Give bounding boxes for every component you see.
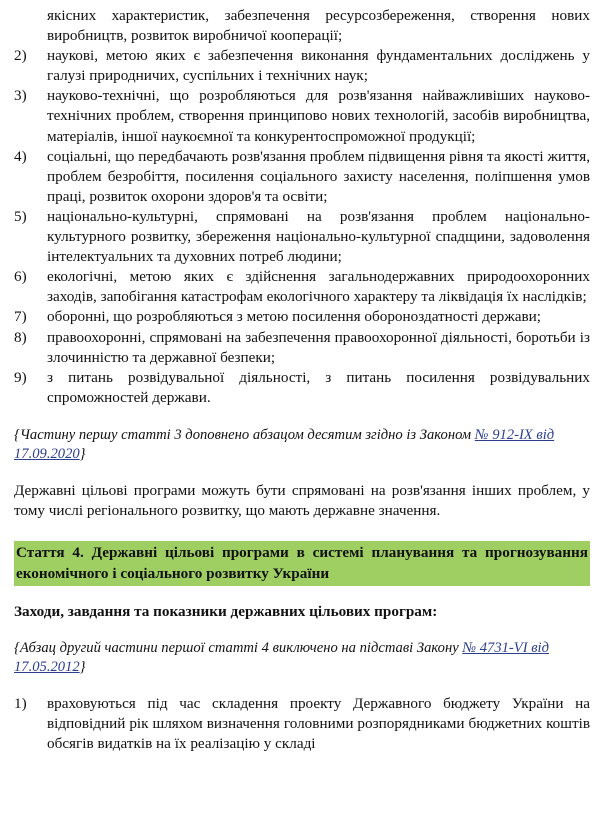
spacer	[14, 678, 590, 694]
list-item	[14, 368, 590, 408]
spacer	[14, 586, 590, 602]
list-item	[14, 46, 590, 86]
editorial-note-article3	[14, 426, 590, 465]
list-item	[14, 694, 590, 754]
list-item-text: науково-технічні, що розробляються для розв'язання найважливіших науково-технічних проблем, створення принципово нових технологій, засобів виробництва, матеріалів, іншої наукоємної та конкурентоспроможної продукції;	[47, 87, 590, 145]
list-marker: 3)	[14, 87, 27, 105]
spacer	[14, 623, 590, 639]
law-reference-link[interactable]: № 912-IX від 17.09.2020	[14, 426, 555, 463]
spacer	[14, 521, 590, 541]
note-close-brace: }	[79, 659, 86, 676]
note-open-brace: {	[14, 639, 20, 656]
list-item-text: оборонні, що розробляються з метою посилення обороноздатності держави;	[47, 308, 541, 326]
list-item-text: якісних характеристик, забезпечення ресурсозбереження, створення нових виробництв, розвиток виробничої кооперації;	[47, 7, 590, 45]
spacer	[14, 408, 590, 426]
list-marker: 7)	[14, 308, 27, 326]
list-item-text: з питань розвідувальної діяльності, з питань посилення розвідувальних спроможностей держави.	[47, 368, 590, 406]
list-item-text: правоохоронні, спрямовані на забезпечення правоохоронної діяльності, боротьби із злочинністю та державної безпеки;	[47, 328, 590, 366]
list-item	[14, 207, 590, 267]
list-marker: 8)	[14, 328, 27, 346]
list-item-text: екологічні, метою яких є здійснення загальнодержавних природоохоронних заходів, запобігання катастрофам екологічного характеру та ліквідація їх наслідків;	[47, 268, 590, 306]
law-reference-link[interactable]: № 4731-VI від 17.05.2012	[14, 639, 549, 676]
note-close-brace: }	[79, 446, 86, 463]
list-item-text: враховуються під час складення проекту Державного бюджету України на відповідний рік шляхом визначення головними розпорядниками бюджетних коштів обсягів видатків на їх реалізацію у складі	[47, 694, 590, 752]
paragraph-after-note: Державні цільові програми можуть бути спрямовані на розв'язання інших проблем, у тому числі регіонального розвитку, що мають державне значення.	[14, 481, 590, 519]
editorial-note-article4	[14, 639, 590, 678]
list-item-text: соціальні, що передбачають розв'язання проблем підвищення рівня та якості життя, проблем безробіття, посилення соціального захисту населення, поліпшення умов праці, розвиток охорони здоров'я та освіти;	[47, 147, 590, 205]
note-text: Частину першу статті 3 доповнено абзацом десятим згідно із Законом	[19, 426, 475, 443]
list-item	[14, 86, 590, 146]
article3-numbered-list	[14, 46, 590, 408]
article4-numbered-list	[14, 694, 590, 754]
article4-sub-heading: Заходи, завдання та показники державних цільових програм:	[14, 603, 438, 621]
list-item-text: національно-культурні, спрямовані на розв'язання проблем національно-культурного розвитку, збереження національно-культурної спадщини, задоволення інтелектуальних та духовних потреб людини;	[47, 207, 590, 266]
list-item-text: наукові, метою яких є забезпечення виконання фундаментальних досліджень у галузі природничих, суспільних і технічних наук;	[47, 47, 590, 85]
list-item	[14, 328, 590, 368]
list-marker: 4)	[14, 147, 27, 165]
list-marker: 1)	[14, 694, 27, 712]
list-item-continuation	[14, 6, 590, 46]
article4-heading: Стаття 4. Державні цільові програми в системі планування та прогнозування економічного і соціального розвитку України	[14, 541, 590, 586]
list-marker: 6)	[14, 268, 27, 286]
note-text: Абзац другий частини першої статті 4 виключено на підставі Закону	[19, 639, 463, 656]
list-item	[14, 307, 590, 327]
note-open-brace: {	[14, 426, 20, 443]
list-marker-empty	[14, 6, 47, 46]
list-marker: 5)	[14, 207, 27, 225]
list-marker: 2)	[14, 47, 27, 65]
list-marker: 9)	[14, 368, 27, 386]
spacer	[14, 465, 590, 481]
list-item	[14, 147, 590, 207]
list-item	[14, 267, 590, 307]
